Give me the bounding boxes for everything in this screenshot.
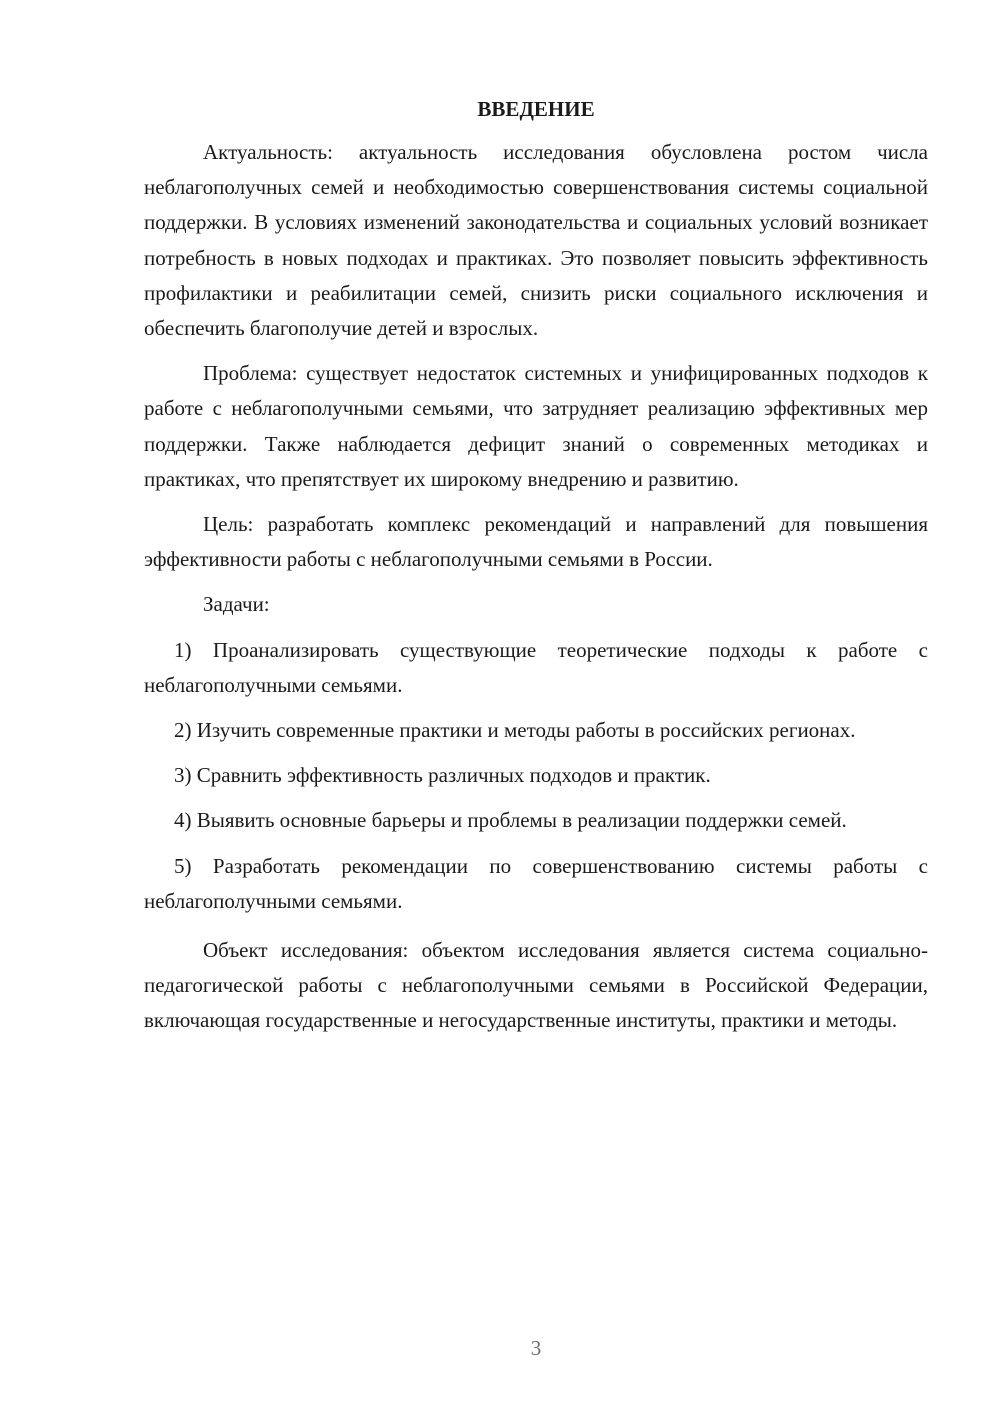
task-item-3: 3) Сравнить эффективность различных подходов и практик.: [174, 763, 711, 788]
paragraph-object: Объект исследования: объектом исследования является система социально-педагогической работы с неблагополучными семьями в Российской Федерации, включающая государственные и негосударственные институты, практики и методы.: [144, 938, 928, 1033]
section-title: ВВЕДЕНИЕ: [477, 97, 595, 121]
page-number: 3: [530, 1336, 542, 1360]
paragraph-goal: Цель: разработать комплекс рекомендаций и направлений для повышения эффективности работы с неблагополучными семьями в России.: [144, 512, 928, 572]
task-item-5: 5) Разработать рекомендации по совершенствованию системы работы с неблагополучными семьями.: [144, 853, 928, 913]
document-page: [144, 92, 928, 1049]
task-item-4: 4) Выявить основные барьеры и проблемы в реализации поддержки семей.: [174, 808, 847, 833]
paragraph-problem: Проблема: существует недостаток системных и унифицированных подходов к работе с неблагополучными семьями, что затрудняет реализацию эффективных мер поддержки. Также наблюдается дефицит знаний о современных методиках и практиках, что препятствует их широкому внедрению и развитию.: [144, 361, 928, 491]
paragraph-relevance: Актуальность: актуальность исследования обусловлена ростом числа неблагополучных семей и необходимостью совершенствования системы социальной поддержки. В условиях изменений законодательства и социальных условий возникает потребность в новых подходах и практиках. Это позволяет повысить эффективность профилактики и реабилитации семей, снизить риски социального исключения и обеспечить благополучие детей и взрослых.: [144, 140, 928, 341]
task-item-2: 2) Изучить современные практики и методы работы в российских регионах.: [174, 718, 856, 743]
paragraph-tasks-heading: Задачи:: [203, 592, 270, 617]
task-item-1: 1) Проанализировать существующие теоретические подходы к работе с неблагополучными семьями.: [144, 637, 928, 697]
